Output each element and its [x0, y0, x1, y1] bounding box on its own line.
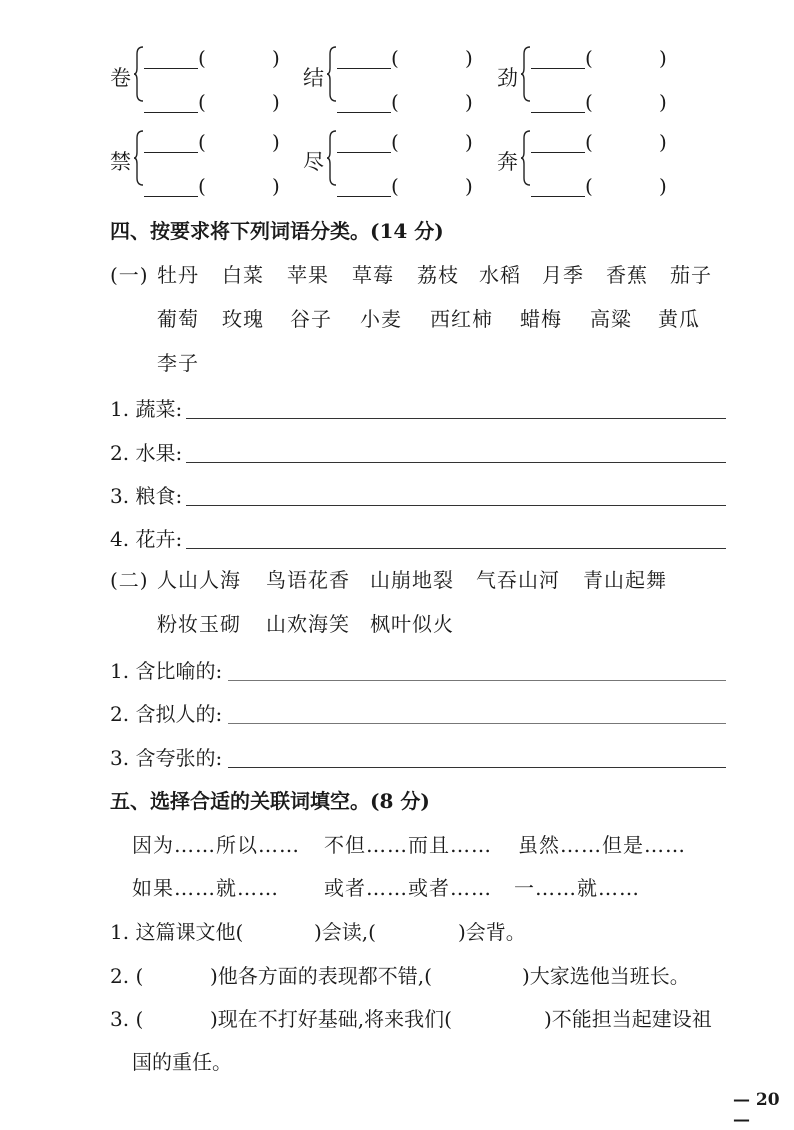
plant-word: 李子 — [157, 351, 199, 375]
answer-line-hyperbole[interactable] — [228, 767, 726, 768]
plant-word: 荔枝 — [417, 263, 459, 287]
section4-title: 四、按要求将下列词语分类。(14 分) — [110, 219, 444, 243]
conjunction-3: 虽然……但是…… — [518, 833, 686, 857]
word-blank[interactable] — [337, 68, 391, 69]
paren-open: ( — [198, 174, 206, 198]
paren-open: ( — [391, 130, 399, 154]
q2-part-c: )大家选他当班长。 — [522, 964, 690, 988]
paren-open: ( — [198, 130, 206, 154]
brace-icon — [327, 46, 337, 102]
paren-open: ( — [585, 130, 593, 154]
plant-word: 水稻 — [479, 263, 521, 287]
polyphone-char: 卷 — [110, 66, 131, 90]
category-personification: 2. 含拟人的: — [110, 702, 223, 726]
answer-line-flower[interactable] — [186, 548, 726, 549]
plant-word: 蜡梅 — [520, 307, 562, 331]
plant-word: 草莓 — [352, 263, 394, 287]
idiom-word: 青山起舞 — [583, 568, 667, 592]
plant-word: 高粱 — [590, 307, 632, 331]
answer-line-personification[interactable] — [228, 723, 726, 724]
paren-close[interactable]: ) — [272, 46, 280, 70]
polyphone-char: 劲 — [497, 66, 518, 90]
word-blank[interactable] — [337, 152, 391, 153]
paren-open: ( — [198, 90, 206, 114]
plant-word: 苹果 — [287, 263, 329, 287]
answer-line-metaphor[interactable] — [228, 680, 726, 681]
part2-label: (二) — [110, 568, 149, 592]
plant-word: 小麦 — [360, 307, 402, 331]
answer-line-fruit[interactable] — [186, 462, 726, 463]
paren-close[interactable]: ) — [659, 90, 667, 114]
q2-part-a: 2. ( — [110, 964, 144, 988]
polyphone-char: 奔 — [497, 150, 518, 174]
q3-part-a: 3. ( — [110, 1007, 144, 1031]
plant-word: 玫瑰 — [222, 307, 264, 331]
category-metaphor: 1. 含比喻的: — [110, 659, 223, 683]
q1-part-c: )会背。 — [458, 920, 526, 944]
paren-close[interactable]: ) — [272, 90, 280, 114]
idiom-word: 气吞山河 — [476, 568, 560, 592]
answer-line-grain[interactable] — [186, 505, 726, 506]
paren-close[interactable]: ) — [465, 46, 473, 70]
answer-line-vegetable[interactable] — [186, 418, 726, 419]
paren-close[interactable]: ) — [465, 130, 473, 154]
page-number: — 20 — — [733, 1090, 780, 1130]
plant-word: 葡萄 — [157, 307, 199, 331]
conjunction-5: 或者……或者…… — [324, 876, 492, 900]
idiom-word: 粉妆玉砌 — [157, 612, 241, 636]
idiom-word: 鸟语花香 — [266, 568, 350, 592]
paren-close[interactable]: ) — [272, 174, 280, 198]
plant-word: 牡丹 — [157, 263, 199, 287]
idiom-word: 枫叶似火 — [370, 612, 454, 636]
paren-close[interactable]: ) — [659, 130, 667, 154]
brace-icon — [134, 46, 144, 102]
conjunction-6: 一……就…… — [514, 876, 640, 900]
word-blank[interactable] — [144, 112, 198, 113]
word-blank[interactable] — [531, 196, 585, 197]
paren-close[interactable]: ) — [465, 174, 473, 198]
word-blank[interactable] — [144, 152, 198, 153]
polyphone-char: 禁 — [110, 150, 131, 174]
category-hyperbole: 3. 含夸张的: — [110, 746, 223, 770]
paren-open: ( — [198, 46, 206, 70]
brace-icon — [521, 130, 531, 186]
word-blank[interactable] — [144, 68, 198, 69]
plant-word: 黄瓜 — [658, 307, 700, 331]
idiom-word: 山崩地裂 — [370, 568, 454, 592]
word-blank[interactable] — [531, 68, 585, 69]
brace-icon — [134, 130, 144, 186]
idiom-word: 山欢海笑 — [266, 612, 350, 636]
word-blank[interactable] — [337, 112, 391, 113]
polyphone-char: 结 — [303, 66, 324, 90]
category-fruit: 2. 水果: — [110, 441, 183, 465]
conjunction-2: 不但……而且…… — [324, 833, 492, 857]
plant-word: 茄子 — [670, 263, 712, 287]
conjunction-4: 如果……就…… — [132, 876, 279, 900]
word-blank[interactable] — [144, 196, 198, 197]
word-blank[interactable] — [337, 196, 391, 197]
part1-label: (一) — [110, 263, 149, 287]
category-flower: 4. 花卉: — [110, 527, 183, 551]
q2-part-b: )他各方面的表现都不错,( — [210, 964, 432, 988]
word-blank[interactable] — [531, 152, 585, 153]
conjunction-1: 因为……所以…… — [132, 833, 300, 857]
paren-open: ( — [391, 174, 399, 198]
q3-part-b: )现在不打好基础,将来我们( — [210, 1007, 452, 1031]
paren-close[interactable]: ) — [465, 90, 473, 114]
paren-open: ( — [391, 90, 399, 114]
q3-part-d: 国的重任。 — [132, 1050, 232, 1074]
paren-open: ( — [585, 174, 593, 198]
polyphone-char: 尽 — [303, 150, 324, 174]
paren-close[interactable]: ) — [659, 174, 667, 198]
paren-close[interactable]: ) — [272, 130, 280, 154]
q1-part-b: )会读,( — [314, 920, 376, 944]
category-vegetable: 1. 蔬菜: — [110, 397, 183, 421]
paren-open: ( — [585, 46, 593, 70]
q3-part-c: )不能担当起建设祖 — [544, 1007, 712, 1031]
paren-open: ( — [585, 90, 593, 114]
q1-part-a: 1. 这篇课文他( — [110, 920, 244, 944]
word-blank[interactable] — [531, 112, 585, 113]
category-grain: 3. 粮食: — [110, 484, 183, 508]
plant-word: 谷子 — [290, 307, 332, 331]
paren-close[interactable]: ) — [659, 46, 667, 70]
plant-word: 西红柿 — [430, 307, 493, 331]
paren-open: ( — [391, 46, 399, 70]
plant-word: 月季 — [542, 263, 584, 287]
plant-word: 白菜 — [222, 263, 264, 287]
brace-icon — [327, 130, 337, 186]
idiom-word: 人山人海 — [157, 568, 241, 592]
brace-icon — [521, 46, 531, 102]
section5-title: 五、选择合适的关联词填空。(8 分) — [110, 789, 430, 813]
plant-word: 香蕉 — [606, 263, 648, 287]
